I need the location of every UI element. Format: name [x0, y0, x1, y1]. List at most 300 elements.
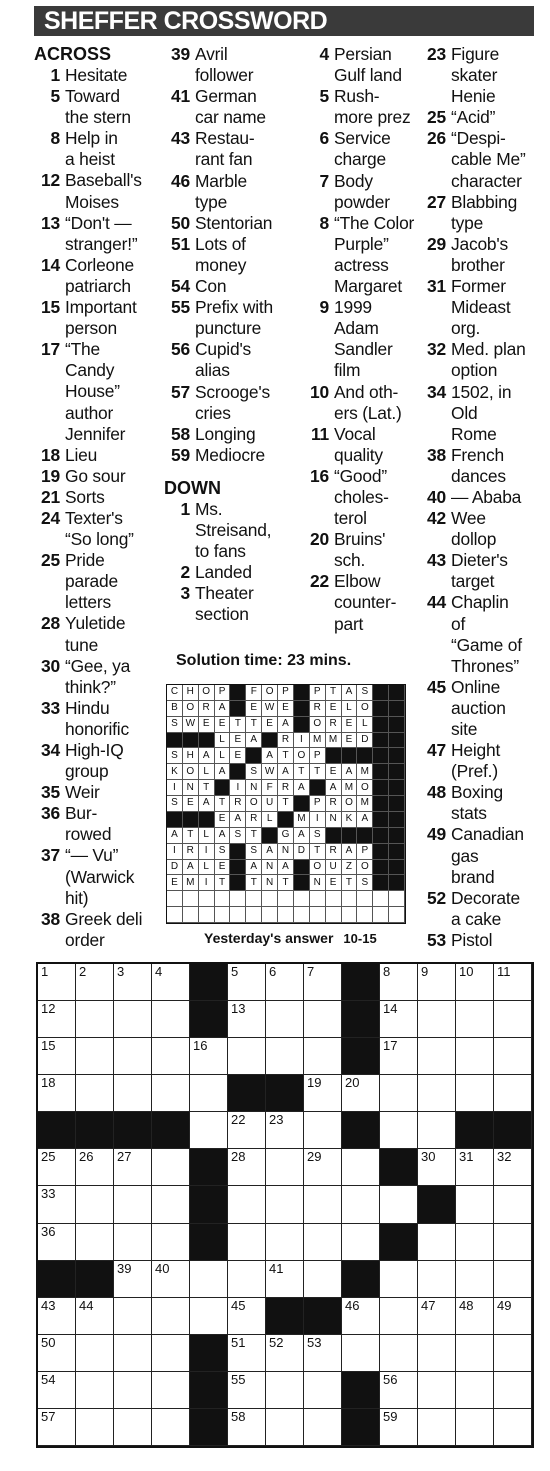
- clue-text-line: of: [451, 613, 466, 634]
- across-clue-50: [164, 213, 299, 234]
- mini-answer-cell: S: [246, 764, 262, 780]
- mini-answer-cell: E: [278, 701, 294, 717]
- grid-cell[interactable]: [418, 1372, 456, 1409]
- across-clue-34: [34, 740, 169, 782]
- mini-black-square: [326, 748, 342, 764]
- clue-text-line: Height: [451, 740, 501, 761]
- mini-answer-cell: [294, 891, 310, 907]
- clue-text-line: Important: [65, 297, 137, 318]
- clue-number: 40: [427, 486, 446, 507]
- grid-cell[interactable]: [266, 1372, 304, 1409]
- grid-cell[interactable]: [342, 1224, 380, 1261]
- cell-number: 23: [269, 1112, 284, 1128]
- black-square: [38, 1261, 76, 1298]
- grid-cell[interactable]: [380, 1335, 418, 1372]
- grid-cell[interactable]: [38, 1149, 76, 1186]
- down-clue-29: [420, 234, 545, 276]
- clue-text-line: “The: [65, 339, 100, 360]
- clue-text-line: “Acid”: [451, 107, 496, 128]
- clue-number: 50: [171, 212, 190, 233]
- cell-number: 43: [41, 1297, 56, 1313]
- grid-cell[interactable]: [266, 1186, 304, 1223]
- mini-answer-cell: M: [326, 733, 342, 749]
- grid-cell[interactable]: [228, 1261, 266, 1298]
- grid-cell[interactable]: [38, 1372, 76, 1409]
- grid-cell[interactable]: [38, 1038, 76, 1075]
- grid-cell[interactable]: [456, 1038, 494, 1075]
- grid-cell[interactable]: [456, 1149, 494, 1186]
- clue-text-line: Bur-: [65, 803, 98, 824]
- grid-cell[interactable]: [228, 1335, 266, 1372]
- grid-cell[interactable]: [114, 1224, 152, 1261]
- mini-answer-cell: M: [310, 733, 326, 749]
- grid-cell[interactable]: [114, 1186, 152, 1223]
- clue-text-line: cable Me”: [451, 149, 526, 170]
- mini-answer-cell: P: [310, 748, 326, 764]
- grid-cell[interactable]: [304, 1224, 342, 1261]
- grid-cell[interactable]: [494, 1224, 532, 1261]
- black-square: [76, 1261, 114, 1298]
- mini-answer-cell: A: [230, 812, 246, 828]
- cell-number: 12: [41, 1001, 56, 1017]
- clue-text-line: Blabbing: [451, 191, 518, 212]
- grid-cell[interactable]: [38, 1224, 76, 1261]
- grid-cell[interactable]: [38, 1186, 76, 1223]
- clue-number: 34: [427, 381, 446, 402]
- cell-number: 50: [41, 1334, 56, 1350]
- down-clue-10: [303, 382, 438, 424]
- grid-cell[interactable]: [418, 964, 456, 1001]
- grid-cell[interactable]: [494, 1372, 532, 1409]
- solution-time: Solution time: 23 mins.: [176, 652, 352, 669]
- grid-cell[interactable]: [380, 1075, 418, 1112]
- grid-cell[interactable]: [380, 1112, 418, 1149]
- grid-cell[interactable]: [38, 964, 76, 1001]
- grid-cell[interactable]: [304, 1372, 342, 1409]
- clue-text-line: Bruins': [334, 529, 386, 550]
- clue-text-line: org.: [451, 318, 481, 339]
- mini-black-square: [389, 764, 405, 780]
- grid-cell[interactable]: [304, 1001, 342, 1038]
- mini-answer-cell: N: [262, 860, 278, 876]
- grid-cell[interactable]: [380, 1186, 418, 1223]
- grid-cell[interactable]: [494, 1075, 532, 1112]
- grid-cell[interactable]: [114, 1335, 152, 1372]
- mini-answer-cell: [167, 891, 183, 907]
- mini-answer-cell: R: [278, 733, 294, 749]
- grid-cell[interactable]: [76, 1001, 114, 1038]
- grid-cell[interactable]: [152, 1298, 190, 1335]
- clue-text-line: character: [451, 170, 522, 191]
- grid-cell[interactable]: [152, 1372, 190, 1409]
- grid-cell[interactable]: [152, 1224, 190, 1261]
- mini-answer-cell: M: [357, 764, 373, 780]
- clue-number: 45: [427, 676, 446, 697]
- grid-cell[interactable]: [456, 1261, 494, 1298]
- grid-cell[interactable]: [228, 1149, 266, 1186]
- grid-cell[interactable]: [456, 1075, 494, 1112]
- grid-cell[interactable]: [456, 1298, 494, 1335]
- grid-cell[interactable]: [76, 1224, 114, 1261]
- grid-cell[interactable]: [228, 1224, 266, 1261]
- mini-answer-cell: [326, 907, 342, 923]
- black-square: [190, 1372, 228, 1409]
- black-square: [266, 1075, 304, 1112]
- mini-answer-cell: [389, 907, 405, 923]
- grid-cell[interactable]: [38, 1335, 76, 1372]
- grid-cell[interactable]: [114, 1149, 152, 1186]
- mini-answer-cell: E: [215, 860, 231, 876]
- down-clue-40: [420, 487, 545, 508]
- grid-cell[interactable]: [190, 1261, 228, 1298]
- across-clue-8: [34, 128, 169, 170]
- grid-cell[interactable]: [152, 1001, 190, 1038]
- grid-cell[interactable]: [114, 1298, 152, 1335]
- grid-cell[interactable]: [190, 1298, 228, 1335]
- grid-cell[interactable]: [304, 964, 342, 1001]
- grid-cell[interactable]: [342, 1186, 380, 1223]
- clue-text-line: person: [65, 318, 117, 339]
- mini-answer-cell: F: [246, 685, 262, 701]
- mini-answer-cell: T: [215, 875, 231, 891]
- grid-cell[interactable]: [418, 1224, 456, 1261]
- grid-cell[interactable]: [228, 964, 266, 1001]
- mini-answer-cell: [389, 891, 405, 907]
- black-square: [456, 1112, 494, 1149]
- grid-cell[interactable]: [418, 1001, 456, 1038]
- grid-cell[interactable]: [304, 1261, 342, 1298]
- cell-number: 58: [231, 1408, 246, 1424]
- grid-cell[interactable]: [418, 1298, 456, 1335]
- grid-cell[interactable]: [380, 1001, 418, 1038]
- cell-number: 8: [383, 964, 391, 979]
- grid-cell[interactable]: [380, 1261, 418, 1298]
- mini-answer-cell: T: [342, 875, 358, 891]
- grid-cell[interactable]: [266, 1149, 304, 1186]
- grid-cell[interactable]: [76, 1038, 114, 1075]
- clue-text-line: Sorts: [65, 486, 105, 507]
- clue-text-line: Yuletide: [65, 613, 126, 634]
- cell-number: 7: [307, 964, 315, 979]
- grid-cell[interactable]: [190, 1038, 228, 1075]
- grid-cell[interactable]: [76, 1409, 114, 1446]
- clue-number: 39: [171, 44, 190, 64]
- mini-black-square: [373, 860, 389, 876]
- clue-text-line: Hindu: [65, 697, 110, 718]
- grid-cell[interactable]: [266, 1038, 304, 1075]
- cell-number: 52: [269, 1334, 284, 1350]
- across-clue-30: [34, 656, 169, 698]
- across-heading: ACROSS: [34, 44, 112, 64]
- grid-cell[interactable]: [76, 1186, 114, 1223]
- mini-answer-cell: M: [294, 812, 310, 828]
- down-clue-52: [420, 888, 545, 930]
- mini-answer-cell: E: [230, 733, 246, 749]
- black-square: [228, 1075, 266, 1112]
- grid-cell[interactable]: [228, 1001, 266, 1038]
- grid-cell[interactable]: [114, 1038, 152, 1075]
- grid-cell[interactable]: [114, 964, 152, 1001]
- clue-number: 11: [311, 423, 329, 444]
- clue-text-line: German: [195, 86, 257, 107]
- grid-cell[interactable]: [76, 1298, 114, 1335]
- grid-cell[interactable]: [228, 1038, 266, 1075]
- cell-number: 17: [383, 1038, 398, 1054]
- grid-cell[interactable]: [304, 1038, 342, 1075]
- grid-cell[interactable]: [418, 1112, 456, 1149]
- grid-cell[interactable]: [380, 1298, 418, 1335]
- grid-cell[interactable]: [380, 1038, 418, 1075]
- down-clue-27: [420, 192, 545, 234]
- grid-cell[interactable]: [76, 1335, 114, 1372]
- grid-cell[interactable]: [114, 1075, 152, 1112]
- grid-cell[interactable]: [494, 964, 532, 1001]
- grid-cell[interactable]: [228, 1298, 266, 1335]
- grid-cell[interactable]: [418, 1075, 456, 1112]
- clue-number: 59: [171, 444, 190, 465]
- mini-answer-cell: T: [199, 780, 215, 796]
- down-clue-1: [164, 499, 299, 562]
- grid-cell[interactable]: [380, 1409, 418, 1446]
- grid-cell[interactable]: [228, 1112, 266, 1149]
- grid-cell[interactable]: [152, 1409, 190, 1446]
- mini-black-square: [262, 828, 278, 844]
- grid-cell[interactable]: [76, 964, 114, 1001]
- clue-text-line: Hesitate: [65, 65, 128, 85]
- mini-black-square: [342, 748, 358, 764]
- clue-number: 30: [41, 655, 60, 676]
- black-square: [190, 1335, 228, 1372]
- grid-cell[interactable]: [228, 1372, 266, 1409]
- black-square: [190, 1186, 228, 1223]
- mini-answer-cell: A: [246, 733, 262, 749]
- grid-cell[interactable]: [494, 1186, 532, 1223]
- clue-number: 8: [319, 212, 329, 233]
- grid-cell[interactable]: [76, 1149, 114, 1186]
- grid-cell[interactable]: [152, 1075, 190, 1112]
- mini-answer-cell: A: [199, 796, 215, 812]
- grid-cell[interactable]: [76, 1075, 114, 1112]
- clue-number: 35: [41, 782, 60, 803]
- cell-number: 51: [231, 1334, 246, 1350]
- mini-answer-cell: [246, 907, 262, 923]
- down-clue-20: [303, 529, 438, 571]
- mini-answer-cell: T: [246, 717, 262, 733]
- down-clues-part-2: [303, 44, 438, 635]
- mini-answer-cell: A: [278, 860, 294, 876]
- down-clue-22: [303, 571, 438, 634]
- grid-cell[interactable]: [456, 1186, 494, 1223]
- grid-cell[interactable]: [304, 1112, 342, 1149]
- mini-black-square: [373, 748, 389, 764]
- grid-cell[interactable]: [342, 1149, 380, 1186]
- clue-text-line: — Ababa: [451, 486, 522, 507]
- clue-text-line: “Despi-: [451, 128, 506, 149]
- grid-cell[interactable]: [342, 1298, 380, 1335]
- grid-cell[interactable]: [494, 1001, 532, 1038]
- mini-answer-cell: A: [342, 685, 358, 701]
- grid-cell[interactable]: [266, 1261, 304, 1298]
- mini-black-square: [342, 828, 358, 844]
- grid-cell[interactable]: [266, 1409, 304, 1446]
- grid-cell[interactable]: [456, 1409, 494, 1446]
- grid-cell[interactable]: [38, 1409, 76, 1446]
- mini-answer-cell: M: [183, 875, 199, 891]
- grid-cell[interactable]: [228, 1186, 266, 1223]
- grid-cell[interactable]: [418, 1038, 456, 1075]
- across-clue-12: [34, 170, 169, 212]
- clue-text-line: charge: [334, 149, 386, 170]
- grid-cell[interactable]: [494, 1149, 532, 1186]
- grid-cell[interactable]: [304, 1409, 342, 1446]
- grid-cell[interactable]: [152, 1335, 190, 1372]
- black-square: [190, 1224, 228, 1261]
- cell-number: 14: [383, 1001, 398, 1017]
- grid-cell[interactable]: [152, 1261, 190, 1298]
- black-square: [152, 1112, 190, 1149]
- black-square: [76, 1112, 114, 1149]
- grid-cell[interactable]: [456, 1224, 494, 1261]
- clue-number: 28: [41, 613, 60, 634]
- grid-cell[interactable]: [304, 1149, 342, 1186]
- grid-cell[interactable]: [266, 1112, 304, 1149]
- mini-black-square: [373, 780, 389, 796]
- clue-text-line: option: [451, 360, 498, 381]
- clue-text-line: Sandler: [334, 339, 393, 360]
- mini-black-square: [389, 701, 405, 717]
- clue-text-line: “Good”: [334, 465, 387, 486]
- grid-cell[interactable]: [38, 1075, 76, 1112]
- mini-answer-cell: O: [342, 796, 358, 812]
- clue-number: 22: [310, 571, 329, 592]
- mini-answer-cell: S: [246, 844, 262, 860]
- grid-cell[interactable]: [494, 1038, 532, 1075]
- mini-answer-cell: E: [230, 748, 246, 764]
- mini-answer-cell: I: [294, 733, 310, 749]
- grid-cell[interactable]: [266, 1001, 304, 1038]
- clue-text-line: Stentorian: [195, 212, 273, 233]
- grid-cell[interactable]: [114, 1372, 152, 1409]
- clue-text-line: 1502, in: [451, 381, 512, 402]
- clue-number: 49: [427, 824, 446, 845]
- grid-cell[interactable]: [190, 1112, 228, 1149]
- grid-cell[interactable]: [342, 1335, 380, 1372]
- clue-column-1: [34, 44, 169, 951]
- grid-cell[interactable]: [418, 1335, 456, 1372]
- grid-cell[interactable]: [304, 1075, 342, 1112]
- across-clue-19: [34, 466, 169, 487]
- clue-number: 47: [427, 740, 446, 761]
- down-clue-43: [420, 550, 545, 592]
- mini-black-square: [389, 685, 405, 701]
- cell-number: 15: [41, 1038, 56, 1054]
- clue-text-line: stranger!”: [65, 233, 138, 254]
- mini-answer-cell: H: [183, 685, 199, 701]
- mini-answer-cell: A: [246, 860, 262, 876]
- grid-cell[interactable]: [456, 1001, 494, 1038]
- mini-black-square: [278, 812, 294, 828]
- clue-text-line: Lots of: [195, 233, 246, 254]
- mini-answer-cell: O: [183, 701, 199, 717]
- grid-cell[interactable]: [304, 1335, 342, 1372]
- grid-cell[interactable]: [494, 1298, 532, 1335]
- clue-text-line: High-IQ: [65, 740, 124, 760]
- grid-cell[interactable]: [152, 964, 190, 1001]
- grid-cell[interactable]: [380, 1372, 418, 1409]
- grid-cell[interactable]: [418, 1261, 456, 1298]
- across-clue-25: [34, 550, 169, 613]
- mini-black-square: [389, 733, 405, 749]
- grid-cell[interactable]: [114, 1001, 152, 1038]
- clue-text-line: follower: [195, 65, 254, 86]
- grid-cell[interactable]: [342, 1075, 380, 1112]
- mini-answer-cell: O: [310, 860, 326, 876]
- grid-cell[interactable]: [380, 964, 418, 1001]
- mini-answer-cell: E: [215, 812, 231, 828]
- grid-cell[interactable]: [266, 1224, 304, 1261]
- cell-number: 13: [231, 1001, 246, 1017]
- clue-text-line: dollop: [451, 529, 497, 550]
- mini-answer-cell: [215, 891, 231, 907]
- grid-cell[interactable]: [456, 964, 494, 1001]
- grid-cell[interactable]: [152, 1149, 190, 1186]
- grid-cell[interactable]: [114, 1261, 152, 1298]
- cell-number: 20: [345, 1075, 360, 1091]
- across-clues-part-2: [164, 44, 299, 466]
- mini-answer-cell: T: [310, 764, 326, 780]
- mini-black-square: [294, 860, 310, 876]
- grid-cell[interactable]: [494, 1335, 532, 1372]
- grid-cell[interactable]: [228, 1409, 266, 1446]
- clue-text-line: a cake: [451, 908, 502, 929]
- mini-answer-cell: [326, 891, 342, 907]
- mini-answer-cell: T: [230, 717, 246, 733]
- grid-cell[interactable]: [38, 1298, 76, 1335]
- clue-text-line: Cupid's: [195, 339, 252, 360]
- grid-cell[interactable]: [266, 1335, 304, 1372]
- grid-cell[interactable]: [418, 1149, 456, 1186]
- grid-cell[interactable]: [76, 1372, 114, 1409]
- clue-text-line: Go sour: [65, 465, 126, 486]
- crossword-grid[interactable]: [36, 962, 534, 1448]
- grid-cell[interactable]: [494, 1409, 532, 1446]
- mini-answer-cell: U: [326, 860, 342, 876]
- grid-cell[interactable]: [152, 1186, 190, 1223]
- clue-text-line: Restau-: [195, 128, 255, 149]
- grid-cell[interactable]: [456, 1372, 494, 1409]
- grid-cell[interactable]: [266, 964, 304, 1001]
- grid-cell[interactable]: [114, 1409, 152, 1446]
- mini-answer-cell: R: [310, 701, 326, 717]
- grid-cell[interactable]: [494, 1261, 532, 1298]
- grid-cell[interactable]: [152, 1038, 190, 1075]
- grid-cell[interactable]: [190, 1075, 228, 1112]
- cell-number: 4: [155, 964, 163, 979]
- yesterday-caption: [204, 930, 377, 946]
- clue-number: 10: [310, 381, 329, 402]
- black-square: [418, 1186, 456, 1223]
- cell-number: 33: [41, 1186, 56, 1202]
- clue-number: 20: [310, 529, 329, 550]
- grid-cell[interactable]: [456, 1335, 494, 1372]
- grid-cell[interactable]: [304, 1186, 342, 1223]
- across-clue-36: [34, 803, 169, 845]
- mini-answer-cell: T: [246, 875, 262, 891]
- clue-number: 46: [171, 170, 190, 191]
- mini-answer-cell: E: [246, 701, 262, 717]
- grid-cell[interactable]: [418, 1409, 456, 1446]
- grid-cell[interactable]: [38, 1001, 76, 1038]
